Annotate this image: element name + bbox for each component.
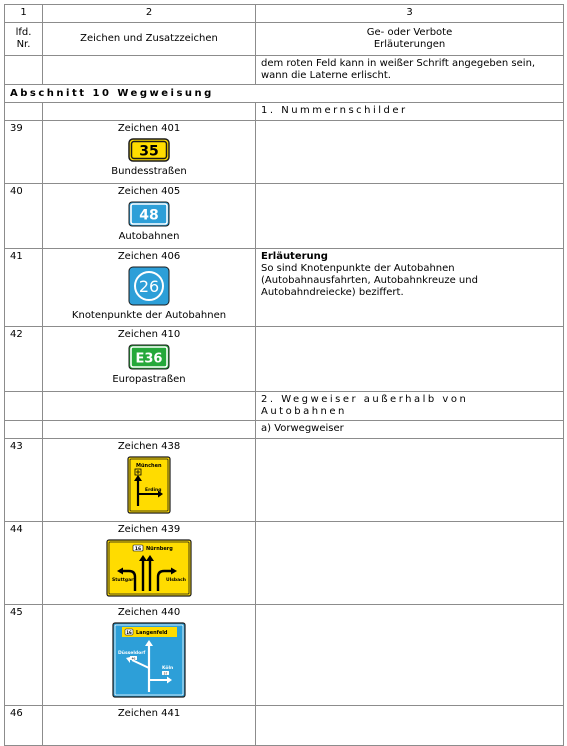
col1-title-line2: Nr.: [16, 39, 31, 50]
table-row: [5, 522, 564, 605]
subsection-2-row: [5, 392, 564, 421]
sign-label: Zeichen 406: [117, 251, 181, 262]
continued-text: dem roten Feld kann in weißer Schrift angegeben sein, wann die Laterne erlischt.: [256, 56, 564, 85]
col3-title-line2: Erläuterungen: [373, 39, 446, 50]
continued-nr: [5, 56, 43, 85]
subsection-1-row: [5, 103, 564, 121]
sign-cell: [43, 605, 256, 706]
section-title: Abschnitt 10 Wegweisung: [5, 85, 564, 103]
col1-title-line1: lfd.: [15, 27, 32, 38]
sign-label: Zeichen 410: [117, 329, 181, 340]
explanation-title: Erläuterung: [261, 251, 328, 262]
col1-number: 1: [5, 5, 43, 23]
empty-cell: [43, 421, 256, 439]
lane-direction-sign: [106, 539, 192, 597]
sign-cell: [43, 184, 256, 249]
table-row: [5, 439, 564, 522]
sign-number: 26: [138, 277, 160, 296]
destination-right: Köln: [162, 666, 174, 671]
explanation-cell: [256, 327, 564, 392]
destination-right: Ulsbach: [166, 578, 187, 583]
sign-caption: Knotenpunkte der Autobahnen: [71, 310, 227, 321]
sign-cell: [43, 439, 256, 522]
empty-cell: [5, 103, 43, 121]
subsection-title: 1. Nummernschilder: [256, 103, 564, 121]
row-number: 46: [5, 706, 43, 746]
sign-label: Zeichen 405: [117, 186, 181, 197]
empty-cell: [43, 392, 256, 421]
destination-left: Stuttgart: [112, 578, 136, 583]
sign-caption: Autobahnen: [118, 231, 180, 242]
empty-cell: [5, 392, 43, 421]
col3-number: 3: [256, 5, 564, 23]
table-row: [5, 605, 564, 706]
junction-number-sign: [128, 266, 170, 306]
european-road-number-sign: [128, 344, 170, 370]
federal-road-number-sign: [128, 138, 170, 162]
destination-left: Düsseldorf: [118, 651, 146, 656]
row-number: 39: [5, 121, 43, 184]
explanation-cell: [256, 184, 564, 249]
sign-cell: [43, 522, 256, 605]
row-number: 41: [5, 249, 43, 327]
route-number: 16: [134, 547, 142, 552]
continued-sign: [43, 56, 256, 85]
explanation-cell: [256, 605, 564, 706]
sign-label: Zeichen 401: [117, 123, 181, 134]
column-title-row: [5, 23, 564, 56]
destination-top: München: [136, 463, 162, 469]
column-number-row: [5, 5, 564, 23]
sign-number: 35: [139, 143, 159, 160]
table-row: [5, 327, 564, 392]
row-number: 44: [5, 522, 43, 605]
sign-number: E36: [135, 351, 163, 367]
empty-cell: [43, 103, 256, 121]
subsection-2a-row: [5, 421, 564, 439]
col3-title: [256, 23, 564, 56]
sign-label: Zeichen 438: [117, 441, 181, 452]
section-row: [5, 85, 564, 103]
continued-row: [5, 56, 564, 85]
sign-caption: Bundesstraßen: [111, 166, 187, 177]
sign-cell: [43, 121, 256, 184]
subsection-title: a) Vorwegweiser: [256, 421, 564, 439]
col1-title: [5, 23, 43, 56]
regulation-table: [4, 4, 564, 746]
exit-number: 57: [163, 671, 168, 676]
sign-cell: [43, 249, 256, 327]
explanation-cell: [256, 249, 564, 327]
exit-number: 46: [131, 656, 136, 661]
explanation-cell: [256, 522, 564, 605]
table-row: [5, 121, 564, 184]
advance-direction-sign: [127, 456, 171, 514]
route-number: 16: [126, 629, 132, 635]
explanation-cell: [256, 439, 564, 522]
explanation-text: So sind Knotenpunkte der Autobahnen (Autobahnausfahrten, Autobahnkreuze und Autobahndreiecke) beziffert.: [261, 263, 478, 298]
explanation-cell: [256, 121, 564, 184]
col2-number: 2: [43, 5, 256, 23]
sign-label: Zeichen 440: [117, 607, 181, 618]
destination-right: Erding: [145, 488, 162, 493]
col3-title-line1: Ge- oder Verbote: [366, 27, 453, 38]
subsection-title: 2. Wegweiser außerhalb von Autobahnen: [256, 392, 564, 421]
destination-top: Nürnberg: [146, 546, 173, 552]
row-number: 42: [5, 327, 43, 392]
sign-label: Zeichen 441: [117, 708, 181, 719]
table-row: [5, 184, 564, 249]
col2-title: Zeichen und Zusatzzeichen: [43, 23, 256, 56]
autobahn-number-sign: [128, 201, 170, 227]
row-number: 45: [5, 605, 43, 706]
autobahn-advance-sign: [112, 622, 186, 698]
empty-cell: [5, 421, 43, 439]
table-row: [5, 249, 564, 327]
sign-number: 48: [139, 207, 159, 224]
row-number: 43: [5, 439, 43, 522]
sign-caption: Europastraßen: [112, 374, 186, 385]
sign-label: Zeichen 439: [117, 524, 181, 535]
sign-cell: [43, 327, 256, 392]
row-number: 40: [5, 184, 43, 249]
destination-top: Langenfeld: [136, 630, 168, 636]
